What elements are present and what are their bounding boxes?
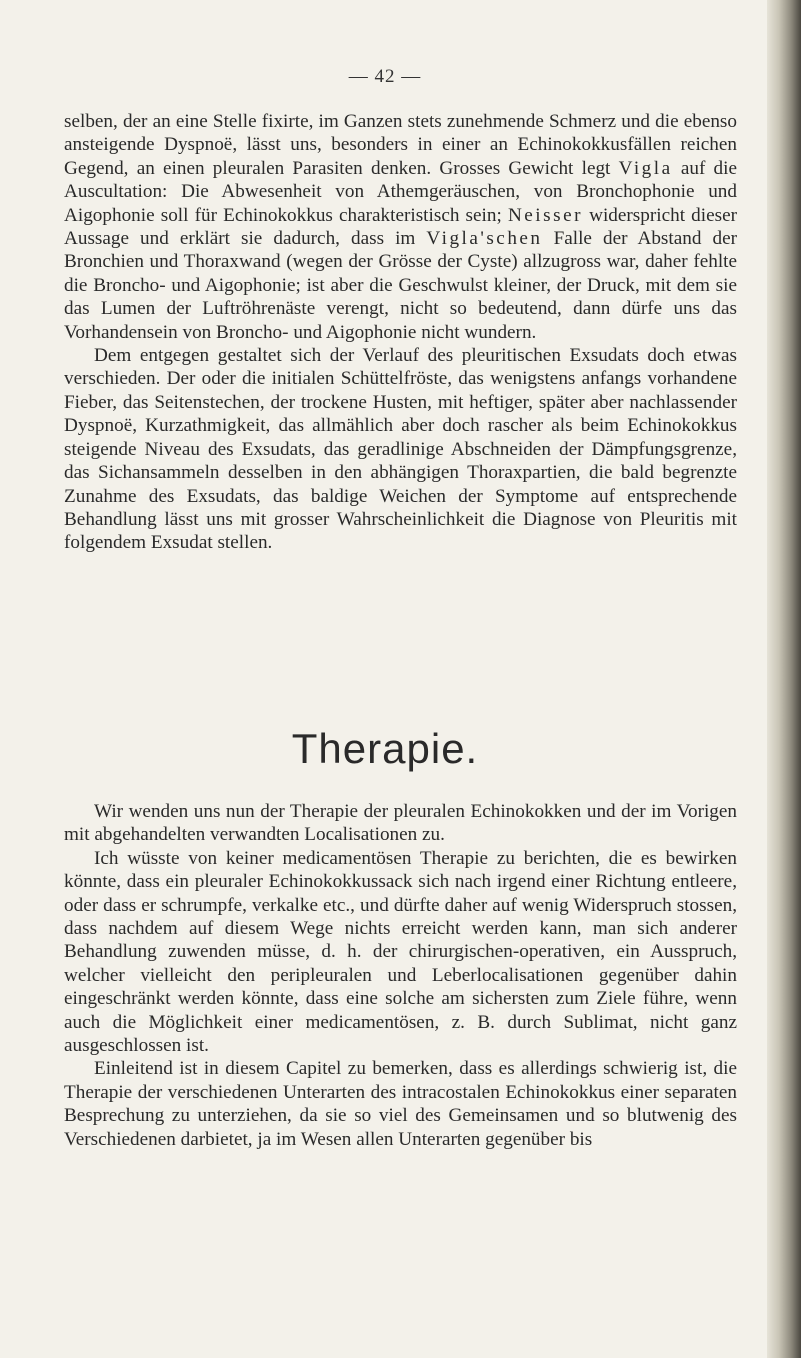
paragraph-medicamentous-therapy: Ich wüsste von keiner medicamentösen Therapie zu berichten, die es bewirken könnte, dass ein pleuraler Echinokokkussack sich nach irgend einer Richtung entleere, oder dass er schrumpfe, verkalke etc., und dürfte daher auf wenig Widerspruch stossen, dass nachdem auf diesem Wege nichts erreicht werden kann, man sich anderer Behandlung zuwenden müsse, d. h. der chirurgischen-operativen, ein Ausspruch, welcher vielleicht den peripleuralen und Leberlocalisationen gegenüber dahin eingeschränkt werden könnte, dass eine solche am sichersten zum Ziele führe, wenn auch die Möglichkeit einer medicamentösen, z. B. durch Sublimat, nicht ganz ausgeschlossen ist. <box>64 847 737 1057</box>
author-name-vigla-case: Vigla'schen <box>426 228 543 250</box>
paragraph-text: widerspricht dieser Aussage und erklärt sie dadurch, dass im <box>64 204 737 250</box>
paragraph-text: Falle der Abstand der Bronchien und Thoraxwand (wegen der Grösse der Cyste) allzugross war, daher fehlte die Broncho- und Aigophonie; ist aber die Geschwulst kleiner, der Druck, mit dem sie das Lumen der Luftröhrenäste verengt, nicht so bedeutend, dann dürfe uns das Vorhandensein von Broncho- und Aigophonie nicht wundern. <box>64 228 737 343</box>
paragraph-auscultation <box>64 110 737 344</box>
section-heading-therapie: Therapie. <box>291 725 479 772</box>
book-binding-edge <box>767 0 801 1358</box>
page-number: — 42 — <box>348 66 422 87</box>
paragraph-pleuritic-exudate: Dem entgegen gestaltet sich der Verlauf des pleuritischen Exsudats doch etwas verschieden. Der oder die initialen Schüttelfröste, das wenigstens anfangs vorhandene Fieber, das Seitenstechen, der trockene Husten, mit heftiger, später aber nachlassender Dyspnoë, Kurzathmigkeit, das allmählich aber doch rascher als beim Echinokokkus steigende Niveau des Exsudats, das geradlinige Abschneiden der Dämpfungsgrenze, das Sichansammeln desselben in den abhängigen Thoraxpartien, die bald begrenzte Zunahme des Exsudats, das baldige Weichen der Symptome auf entsprechende Behandlung lässt uns mit grosser Wahrscheinlichkeit die Diagnose von Pleuritis mit folgendem Exsudat stellen. <box>64 345 737 554</box>
text-section-diagnosis <box>64 110 737 555</box>
paragraph-text: selben, der an eine Stelle fixirte, im Ganzen stets zunehmende Schmerz und die ebenso ansteigende Dyspnoë, lässt uns, besonders in einer an Echinokokkusfällen reichen Gegend, an einen pleuralen Parasiten denken. Grosses Gewicht legt <box>64 111 737 179</box>
paragraph-therapy-intro: Wir wenden uns nun der Therapie der pleuralen Echinokokken und der im Vorigen mit abgehandelten verwandten Localisationen zu. <box>64 801 737 846</box>
paragraph-chapter-intro: Einleitend ist in diesem Capitel zu bemerken, dass es allerdings schwierig ist, die Therapie der verschiedenen Unterarten des intracostalen Echinokokkus einer separaten Besprechung zu unterziehen, da sie so viel des Gemeinsamen und so blutwenig des Verschiedenen darbietet, ja im Wesen allen Unterarten gegenüber bis <box>64 1058 737 1150</box>
author-name-neisser: Neisser <box>507 204 583 226</box>
paragraph-text: auf die Auscultation: Die Abwesenheit von Athemgeräuschen, von Bronchophonie und Aigophonie soll für Echinokokkus charakteristisch sein; <box>64 157 738 226</box>
author-name-vigla: Vigla <box>618 157 673 179</box>
text-section-therapy <box>64 800 737 1151</box>
